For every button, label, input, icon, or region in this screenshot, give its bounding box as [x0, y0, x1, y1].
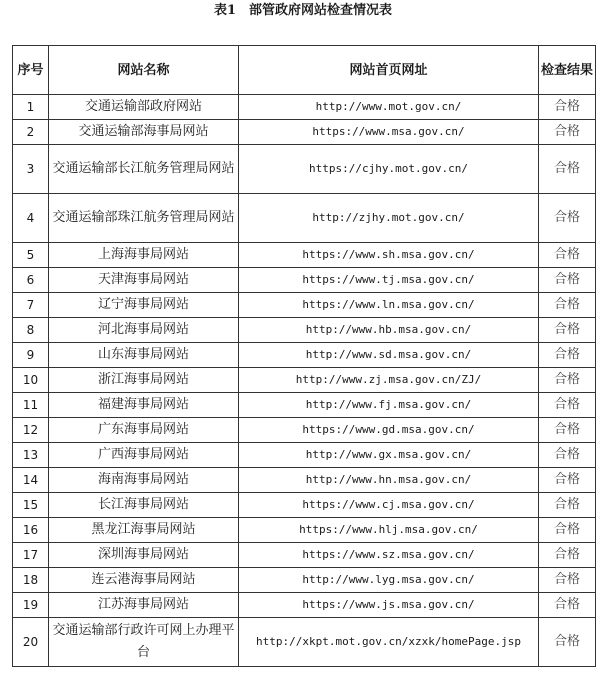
cell-name: 广东海事局网站: [49, 418, 239, 443]
table-row: [13, 518, 596, 543]
cell-url[interactable]: http://www.lyg.msa.gov.cn/: [239, 568, 539, 593]
cell-result: 合格: [539, 145, 596, 194]
header-result: 检查结果: [539, 46, 596, 95]
cell-no: 2: [13, 120, 49, 145]
header-name: 网站名称: [49, 46, 239, 95]
cell-no: 8: [13, 318, 49, 343]
cell-url[interactable]: http://zjhy.mot.gov.cn/: [239, 194, 539, 243]
cell-result: 合格: [539, 243, 596, 268]
cell-url[interactable]: http://www.fj.msa.gov.cn/: [239, 393, 539, 418]
cell-name: 交通运输部长江航务管理局网站: [49, 145, 239, 194]
table-row: [13, 95, 596, 120]
cell-no: 1: [13, 95, 49, 120]
cell-result: 合格: [539, 293, 596, 318]
cell-url[interactable]: http://www.zj.msa.gov.cn/ZJ/: [239, 368, 539, 393]
table-row: [13, 543, 596, 568]
cell-url[interactable]: https://www.ln.msa.gov.cn/: [239, 293, 539, 318]
cell-no: 17: [13, 543, 49, 568]
cell-url[interactable]: https://www.cj.msa.gov.cn/: [239, 493, 539, 518]
cell-name: 深圳海事局网站: [49, 543, 239, 568]
table-row: [13, 393, 596, 418]
table-row: [13, 493, 596, 518]
cell-result: 合格: [539, 343, 596, 368]
cell-result: 合格: [539, 593, 596, 618]
header-url: 网站首页网址: [239, 46, 539, 95]
cell-no: 13: [13, 443, 49, 468]
cell-name: 广西海事局网站: [49, 443, 239, 468]
table-header-row: [13, 46, 596, 95]
cell-result: 合格: [539, 318, 596, 343]
cell-result: 合格: [539, 393, 596, 418]
cell-result: 合格: [539, 368, 596, 393]
cell-name: 交通运输部行政许可网上办理平台: [49, 618, 239, 667]
cell-name: 河北海事局网站: [49, 318, 239, 343]
cell-url[interactable]: http://www.hn.msa.gov.cn/: [239, 468, 539, 493]
cell-no: 9: [13, 343, 49, 368]
cell-result: 合格: [539, 568, 596, 593]
cell-url[interactable]: https://www.msa.gov.cn/: [239, 120, 539, 145]
cell-url[interactable]: http://www.sd.msa.gov.cn/: [239, 343, 539, 368]
cell-name: 江苏海事局网站: [49, 593, 239, 618]
header-no: 序号: [13, 46, 49, 95]
table-row: [13, 268, 596, 293]
table-row: [13, 618, 596, 667]
cell-result: 合格: [539, 543, 596, 568]
table-row: [13, 468, 596, 493]
cell-result: 合格: [539, 468, 596, 493]
cell-result: 合格: [539, 418, 596, 443]
cell-result: 合格: [539, 618, 596, 667]
table-row: [13, 145, 596, 194]
cell-result: 合格: [539, 493, 596, 518]
cell-name: 长江海事局网站: [49, 493, 239, 518]
cell-url[interactable]: http://www.gx.msa.gov.cn/: [239, 443, 539, 468]
table-row: [13, 194, 596, 243]
cell-no: 14: [13, 468, 49, 493]
cell-url[interactable]: http://www.mot.gov.cn/: [239, 95, 539, 120]
cell-no: 19: [13, 593, 49, 618]
cell-name: 黑龙江海事局网站: [49, 518, 239, 543]
cell-result: 合格: [539, 95, 596, 120]
cell-no: 20: [13, 618, 49, 667]
cell-name: 天津海事局网站: [49, 268, 239, 293]
website-check-table: [12, 45, 596, 667]
cell-no: 3: [13, 145, 49, 194]
cell-name: 福建海事局网站: [49, 393, 239, 418]
table-row: [13, 418, 596, 443]
cell-name: 浙江海事局网站: [49, 368, 239, 393]
cell-name: 辽宁海事局网站: [49, 293, 239, 318]
cell-no: 11: [13, 393, 49, 418]
cell-url[interactable]: http://www.hb.msa.gov.cn/: [239, 318, 539, 343]
cell-no: 6: [13, 268, 49, 293]
table-row: [13, 593, 596, 618]
table-title: 表1 部管政府网站检查情况表: [213, 3, 393, 18]
cell-name: 山东海事局网站: [49, 343, 239, 368]
cell-name: 交通运输部政府网站: [49, 95, 239, 120]
cell-url[interactable]: https://www.hlj.msa.gov.cn/: [239, 518, 539, 543]
cell-url[interactable]: https://www.gd.msa.gov.cn/: [239, 418, 539, 443]
table-row: [13, 568, 596, 593]
table-row: [13, 443, 596, 468]
cell-no: 4: [13, 194, 49, 243]
table-row: [13, 120, 596, 145]
cell-result: 合格: [539, 268, 596, 293]
cell-name: 连云港海事局网站: [49, 568, 239, 593]
cell-no: 10: [13, 368, 49, 393]
cell-result: 合格: [539, 518, 596, 543]
table-row: [13, 343, 596, 368]
cell-url[interactable]: https://www.sh.msa.gov.cn/: [239, 243, 539, 268]
cell-url[interactable]: http://xkpt.mot.gov.cn/xzxk/homePage.jsp: [239, 618, 539, 667]
cell-no: 15: [13, 493, 49, 518]
cell-result: 合格: [539, 194, 596, 243]
cell-name: 交通运输部海事局网站: [49, 120, 239, 145]
cell-url[interactable]: https://www.sz.msa.gov.cn/: [239, 543, 539, 568]
cell-url[interactable]: https://www.tj.msa.gov.cn/: [239, 268, 539, 293]
table-row: [13, 243, 596, 268]
cell-result: 合格: [539, 443, 596, 468]
cell-no: 16: [13, 518, 49, 543]
cell-result: 合格: [539, 120, 596, 145]
table-row: [13, 368, 596, 393]
cell-name: 上海海事局网站: [49, 243, 239, 268]
cell-no: 5: [13, 243, 49, 268]
table-row: [13, 318, 596, 343]
cell-url[interactable]: https://www.js.msa.gov.cn/: [239, 593, 539, 618]
cell-name: 海南海事局网站: [49, 468, 239, 493]
cell-no: 7: [13, 293, 49, 318]
cell-no: 18: [13, 568, 49, 593]
table-row: [13, 293, 596, 318]
cell-url[interactable]: https://cjhy.mot.gov.cn/: [239, 145, 539, 194]
cell-no: 12: [13, 418, 49, 443]
cell-name: 交通运输部珠江航务管理局网站: [49, 194, 239, 243]
